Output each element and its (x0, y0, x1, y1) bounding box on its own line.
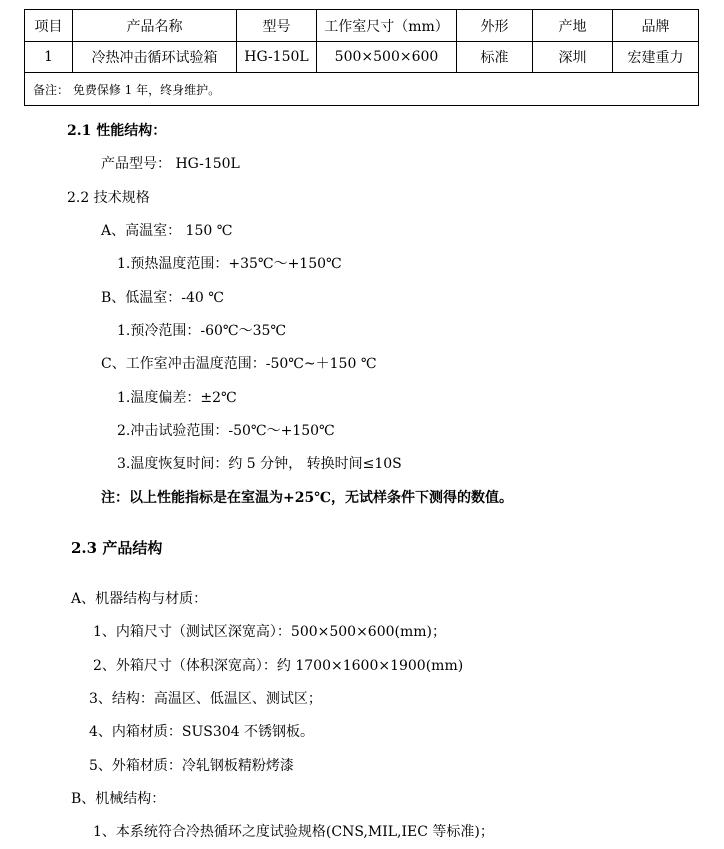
list-item: 1、内箱尺寸（测试区深宽高）：500×500×600(mm)； (93, 624, 447, 640)
list-item: 4、内箱材质：SUS304 不锈钢板。 (89, 724, 315, 740)
header-cell-item: 项目 (25, 10, 73, 42)
table-row (25, 42, 699, 73)
impact-range-line: C、工作室冲击温度范围：-50℃~＋150 ℃ (101, 356, 377, 372)
header-cell-model: 型号 (237, 10, 317, 42)
list-item: 3、结构：高温区、低温区、测试区； (89, 691, 322, 707)
performance-note: 注：以上性能指标是在室温为+25℃，无试样条件下测得的数值。 (101, 490, 513, 506)
header-cell-chamber-size: 工作室尺寸（mm） (317, 10, 457, 42)
spec-table (24, 9, 699, 106)
model-line: 产品型号： HG-150L (101, 156, 240, 172)
high-temp-line: A、高温室： 150 ℃ (101, 223, 233, 239)
high-temp-preheat-line: 1.预热温度范围：+35℃～+150℃ (117, 256, 342, 272)
list-item: 1、本系统符合冷热循环之度试验规格(CNS,MIL,IEC 等标准)； (93, 824, 494, 840)
table-note-row (25, 73, 699, 106)
cell-model: HG-150L (237, 42, 317, 73)
spec-table-header-row (25, 10, 699, 42)
machine-structure-heading: A、机器结构与材质： (71, 591, 208, 607)
list-item: 5、外箱材质：冷轧钢板精粉烤漆 (89, 758, 294, 774)
header-cell-brand: 品牌 (613, 10, 699, 42)
cell-brand: 宏建重力 (613, 42, 699, 73)
temp-deviation-line: 1.温度偏差：±2℃ (117, 390, 237, 406)
cell-origin: 深圳 (533, 42, 613, 73)
low-temp-precool-line: 1.预冷范围：-60℃～35℃ (117, 323, 287, 339)
mechanical-structure-heading: B、机械结构： (71, 791, 166, 807)
section-2-2-heading: 2.2 技术规格 (67, 190, 150, 206)
header-cell-shape: 外形 (457, 10, 533, 42)
cell-item: 1 (25, 42, 73, 73)
recovery-time-line: 3.温度恢复时间：约 5 分钟， 转换时间≤10S (117, 456, 402, 472)
header-cell-origin: 产地 (533, 10, 613, 42)
section-2-1-heading: 2.1 性能结构： (67, 123, 167, 139)
list-item: 2、外箱尺寸（体积深宽高）：约 1700×1600×1900(mm) (93, 658, 464, 674)
cell-shape: 标准 (457, 42, 533, 73)
header-cell-product-name: 产品名称 (73, 10, 237, 42)
cell-product-name: 冷热冲击循环试验箱 (73, 42, 237, 73)
impact-test-range-line: 2.冲击试验范围：-50℃～+150℃ (117, 423, 335, 439)
low-temp-line: B、低温室：-40 ℃ (101, 290, 224, 306)
table-note: 备注： 免费保修 1 年，终身维护。 (25, 73, 699, 106)
section-2-3-heading: 2.3 产品结构 (71, 539, 163, 557)
cell-chamber-size: 500×500×600 (317, 42, 457, 73)
